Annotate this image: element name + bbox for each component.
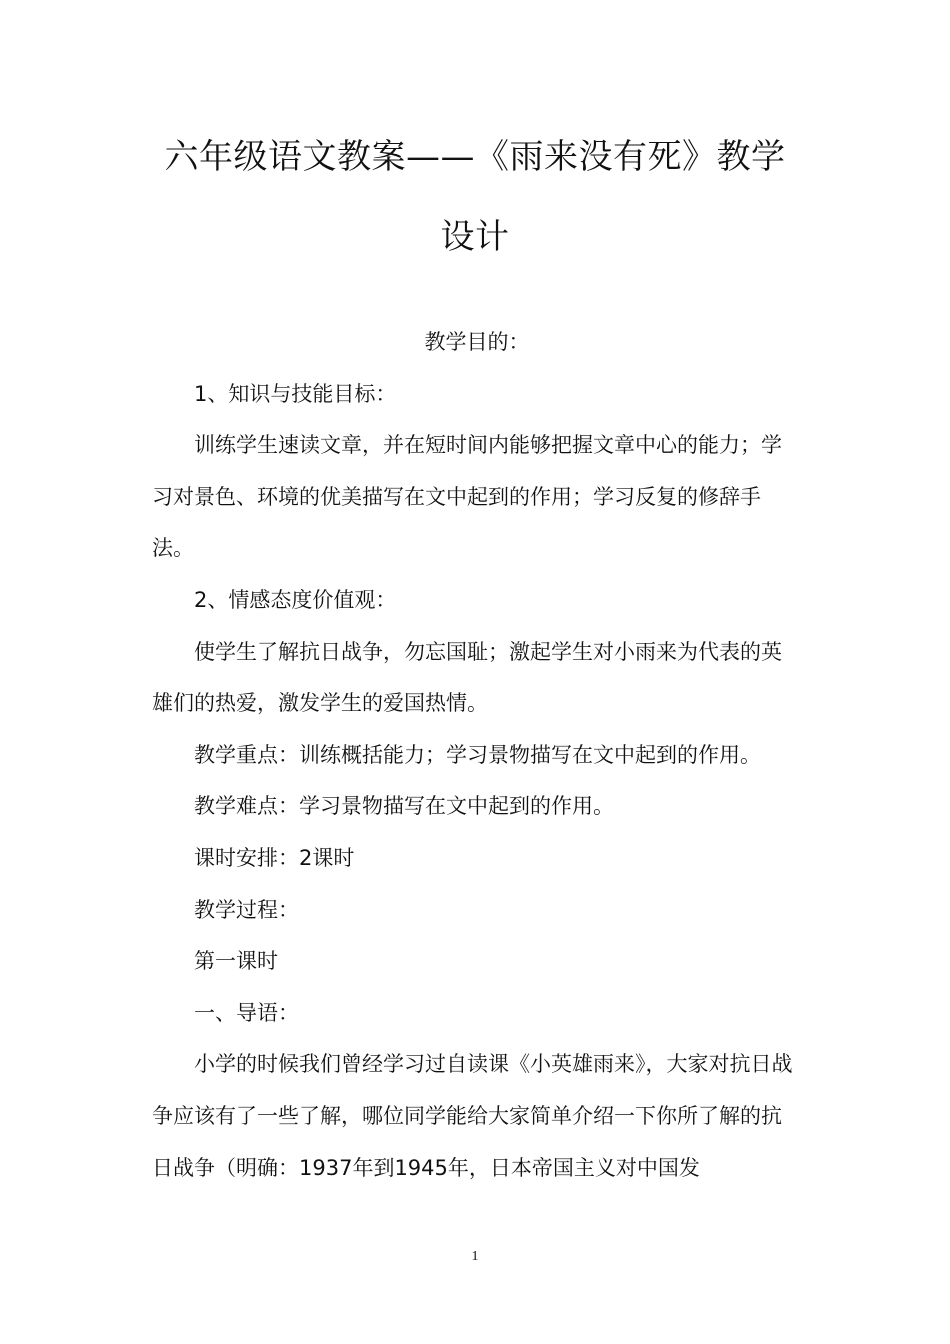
teaching-difficulty: 教学难点：学习景物描写在文中起到的作用。 bbox=[194, 794, 614, 819]
goal-1-heading: 1、知识与技能目标： bbox=[194, 381, 397, 406]
document-title: 六年级语文教案——《雨来没有死》教学设计 bbox=[164, 137, 786, 257]
document-body bbox=[152, 317, 802, 1194]
goal-2-heading: 2、情感态度价值观： bbox=[194, 587, 397, 612]
page-number: 1 bbox=[471, 1249, 479, 1264]
introduction-heading: 一、导语： bbox=[194, 1000, 299, 1025]
teaching-process-heading: 教学过程： bbox=[194, 897, 299, 922]
goal-2-paragraph: 使学生了解抗日战争，勿忘国耻；激起学生对小雨来为代表的英雄们的热爱，激发学生的爱国热情。 bbox=[152, 639, 782, 716]
class-schedule: 课时安排：2课时 bbox=[194, 845, 355, 870]
teaching-focus: 教学重点：训练概括能力；学习景物描写在文中起到的作用。 bbox=[194, 742, 761, 767]
introduction-paragraph: 小学的时候我们曾经学习过自读课《小英雄雨来》，大家对抗日战争应该有了一些了解，哪位同学能给大家简单介绍一下你所了解的抗日战争（明确：1937年到1945年，日本帝国主义对中国发 bbox=[152, 1052, 793, 1180]
goal-1-paragraph: 训练学生速读文章，并在短时间内能够把握文章中心的能力；学习对景色、环境的优美描写在文中起到的作用；学习反复的修辞手法。 bbox=[152, 433, 782, 561]
section-heading-teaching-goals: 教学目的： bbox=[424, 330, 530, 354]
first-lesson-heading: 第一课时 bbox=[194, 949, 278, 974]
